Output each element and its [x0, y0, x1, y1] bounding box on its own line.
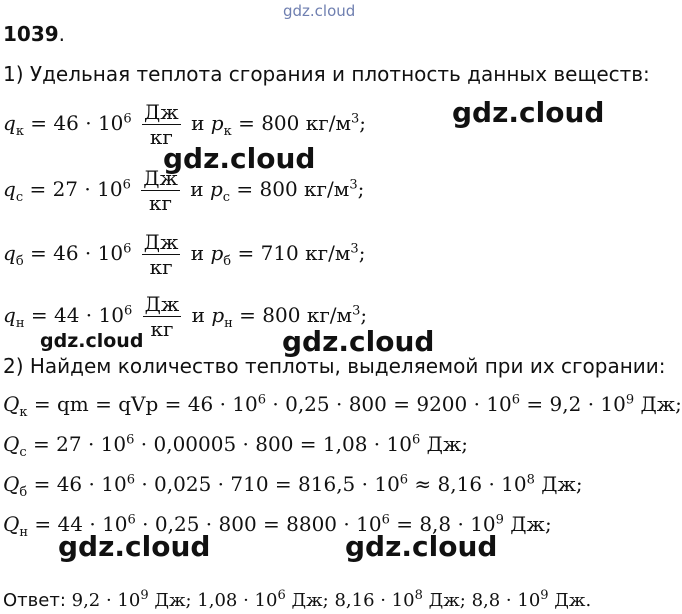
answer-line: Ответ: $9,2 \cdot 10^9$ Дж; $1,08 \cdot 10^6$ Дж; $8,16 \cdot 10^8$ Дж; $8,8 \cdot 10^9$ Дж. [3, 588, 592, 611]
problem-number: 1039. [3, 22, 66, 46]
unit-fraction: $\frac{Дж}{кг}$ [143, 166, 178, 215]
watermark-top: gdz.cloud [283, 2, 356, 20]
heat-density-row: $q_с = 27 \cdot 10^6$ $\frac{Дж}{кг}$ и $p_с = 800$ $кг/м^3$; [3, 166, 365, 215]
watermark: gdz.cloud [452, 96, 605, 129]
heat-density-row: $q_н = 44 \cdot 10^6$ $\frac{Дж}{кг}$ и $p_н = 800$ $кг/м^3$; [3, 292, 368, 341]
watermark: gdz.cloud [345, 530, 498, 563]
section-1-heading: 1) Удельная теплота сгорания и плотность данных веществ: [3, 62, 650, 86]
section-2-heading: 2) Найдем количество теплоты, выделяемой при их сгорании: [3, 354, 666, 378]
unit-fraction: $\frac{Дж}{кг}$ [143, 230, 179, 279]
heat-density-row: $q_к = 46 \cdot 10^6$ $\frac{Дж}{кг}$ и $p_к = 800$ $кг/м^3$; [3, 100, 367, 149]
watermark: gdz.cloud [58, 530, 211, 563]
heat-calc-row: $Q_н = 44 \cdot 10^6 \cdot 0,25 \cdot 800 = 8800 \cdot 10^6 = 8,8 \cdot 10^9$ Дж; [3, 512, 552, 540]
watermark: gdz.cloud [163, 142, 316, 175]
heat-calc-row: $Q_с = 27 \cdot 10^6 \cdot 0,00005 \cdot 800 = 1,08 \cdot 10^6$ Дж; [3, 432, 469, 460]
heat-density-row: $q_б = 46 \cdot 10^6$ $\frac{Дж}{кг}$ и $p_б = 710$ $кг/м^3$; [3, 230, 366, 279]
heat-calc-row: $Q_б = 46 \cdot 10^6 \cdot 0,025 \cdot 710 = 816,5 \cdot 10^6 \approx 8,16 \cdot 10^8$ Дж; [3, 472, 583, 500]
unit-fraction: $\frac{Дж}{кг}$ [144, 292, 180, 341]
heat-calc-row: $Q_к$ = qm = qVp = $46 \cdot 10^6 \cdot 0,25 \cdot 800 = 9200 \cdot 10^6 = 9,2 \cdot 10^9$ Дж; [3, 392, 682, 420]
watermark: gdz.cloud [282, 325, 435, 358]
unit-fraction: $\frac{Дж}{кг}$ [144, 100, 179, 149]
watermark: gdz.cloud [40, 330, 144, 352]
